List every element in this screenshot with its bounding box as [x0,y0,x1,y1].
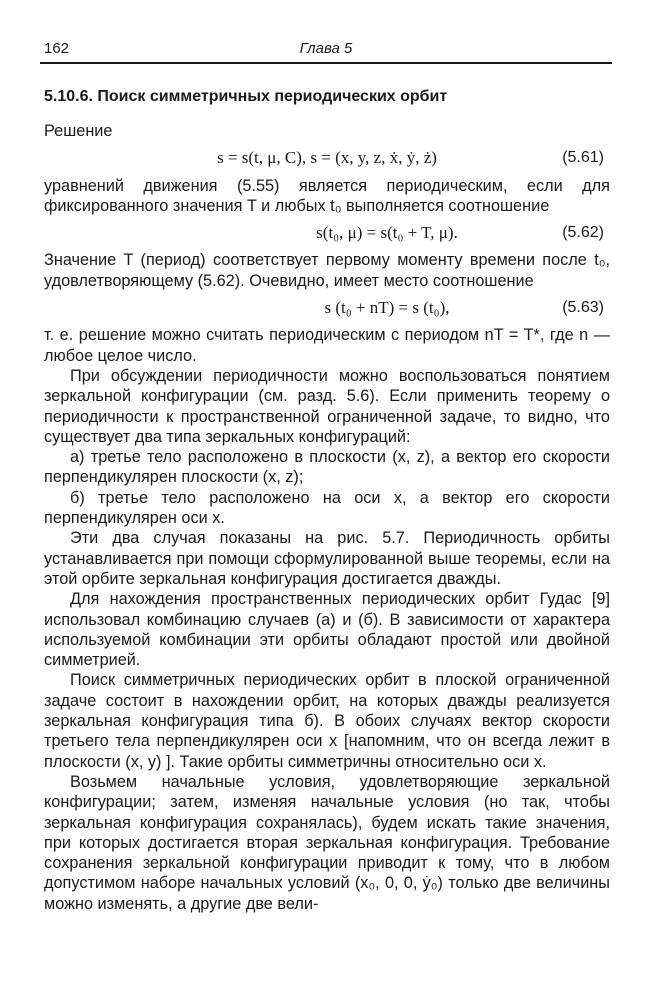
paragraph-1: уравнений движения (5.55) является периодическим, если для фиксированного значения T и любых t₀ выполняется соотношение [44,176,610,215]
running-header [40,40,612,62]
equation-5-62 [44,223,610,243]
header-rule [40,62,612,64]
body-text [44,121,610,914]
paragraph-2: Значение T (период) соответствует первому моменту времени после t₀, удовлетворяющему (5.62). Очевидно, имеет место соотношение [44,251,610,290]
chapter-title: Глава 5 [299,40,353,57]
case-b: б) третье тело расположено на оси x, а вектор его скорости перпендикулярен оси x. [44,488,610,528]
paragraph-3: т. е. решение можно считать периодическим с периодом nT = T*, где n — любое целое число. [44,326,610,365]
paragraph-7: Поиск симметричных периодических орбит в плоской ограниченной задаче состоит в нахождении орбит, на которых дважды реализуется зеркальная конфигурация типа б). В обоих случаях вектор скорости третьего тела перпендикулярен оси x [напомним, что он всегда лежит в плоскости (x, y) ]. Такие орбиты симметричны относительно оси x. [44,671,610,771]
section-title: 5.10.6. Поиск симметричных периодических орбит [44,88,448,105]
equation-number: (5.63) [562,299,604,317]
paragraph-8: Возьмем начальные условия, удовлетворяющие зеркальной конфигурации; затем, изменяя начальные условия (но так, чтобы зеркальная конфигурация сохранялась), будем искать такие значения, при которых достигается вторая зеркальная конфигурация. Требование сохранения зеркальной конфигурации приводит к тому, что в любом допустимом наборе начальных условий (x₀, 0, 0, ẏ₀) только две величины можно изменять, а другие две вели- [44,772,610,913]
equation-formula: s = s(t, μ, C), s = (x, y, z, ẋ, ẏ, ż) [217,148,437,168]
equation-number: (5.61) [562,149,604,167]
intro-word: Решение [44,122,113,140]
paragraph-5: Эти два случая показаны на рис. 5.7. Периодичность орбиты устанавливается при помощи сформулированной выше теоремы, если на этой орбите зеркальная конфигурация достигается дважды. [44,529,610,588]
paragraph-6: Для нахождения пространственных периодических орбит Гудас [9] использовал комбинацию случаев (а) и (б). В зависимости от характера используемой комбинации эти орбиты обладают простой или двойной симметрией. [44,590,610,670]
paragraph-4: При обсуждении периодичности можно воспользоваться понятием зеркальной конфигурации (см. разд. 5.6). Если применить теорему о периодичности к пространственной ограниченной задаче, то видно, что существует два типа зеркальных конфигураций: [44,366,610,446]
equation-formula: s(t₀, μ) = s(t₀ + T, μ). [316,223,458,243]
page-number: 162 [44,40,70,57]
equation-number: (5.62) [562,224,604,242]
equation-5-61 [44,148,610,168]
equation-5-63 [44,298,610,318]
case-a: а) третье тело расположено в плоскости (x, z), а вектор его скорости перпендикулярен плоскости (x, z); [44,448,610,487]
equation-formula: s (t₀ + nT) = s (t₀), [324,298,450,318]
